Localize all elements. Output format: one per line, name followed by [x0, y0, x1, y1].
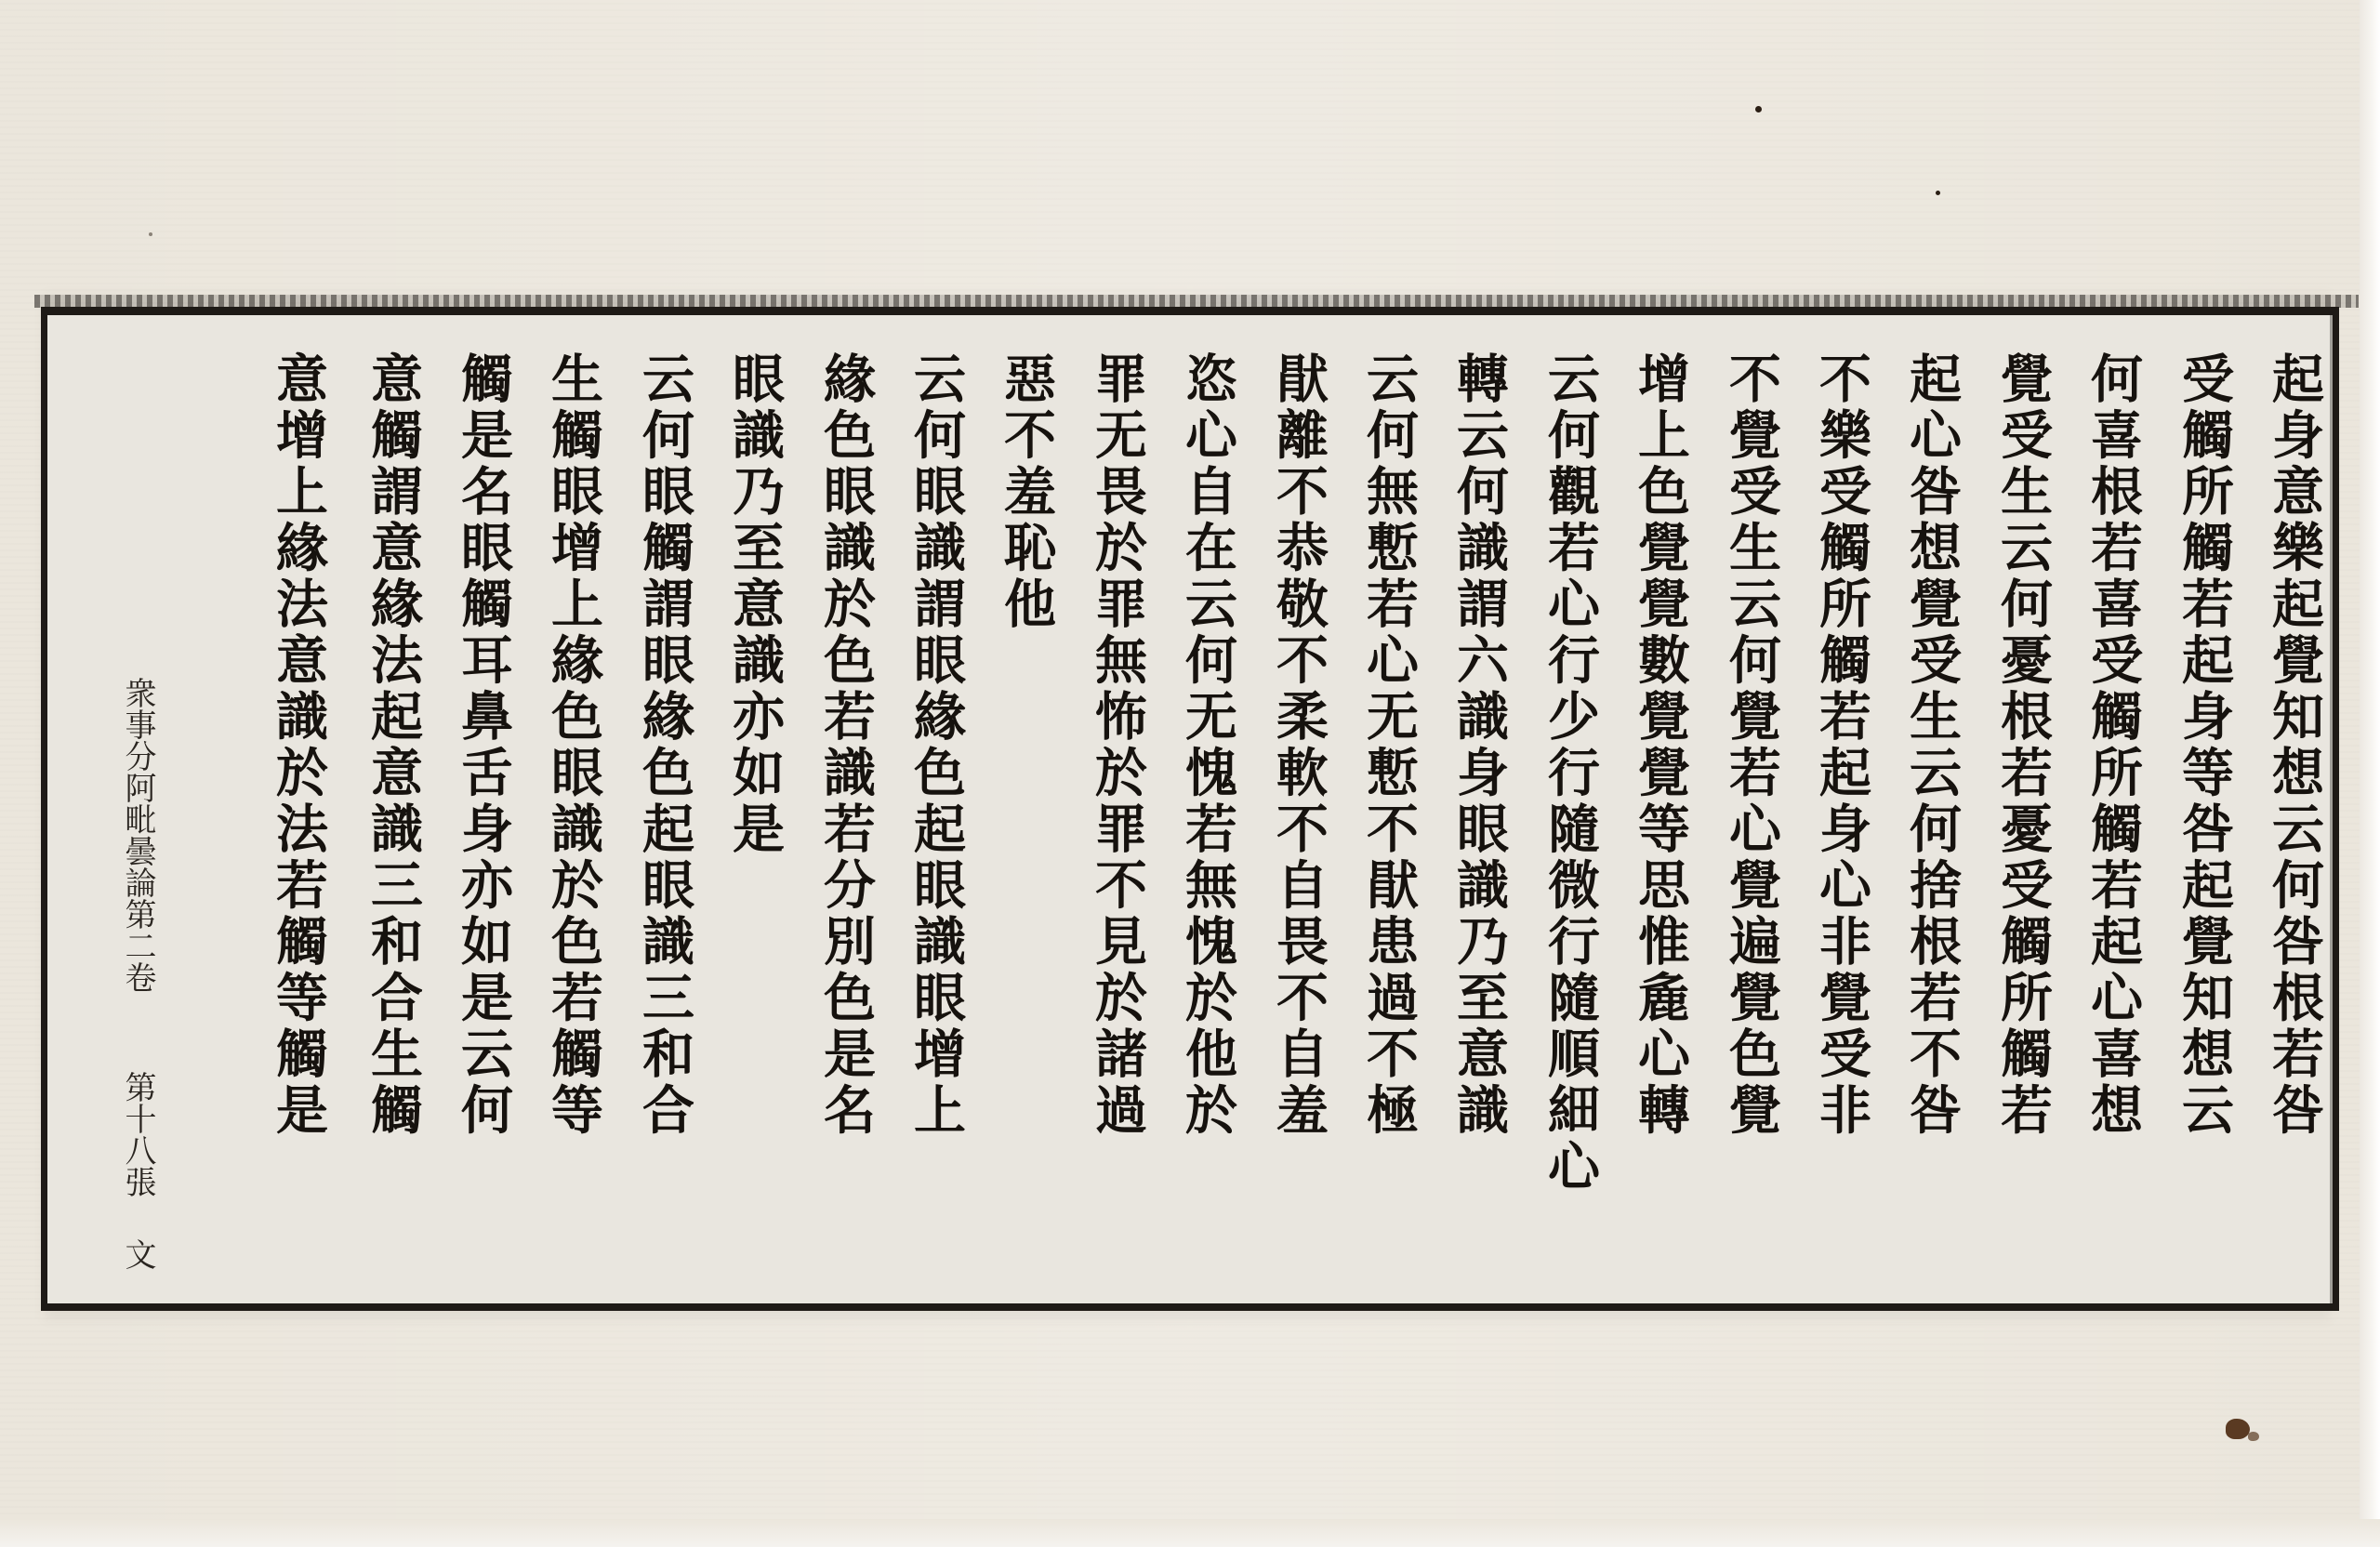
text-column-1: 起身意樂起覺知想云何咎根若咎: [2264, 351, 2325, 1139]
text-column-13: 恣心自在云何无愧若無愧於他於: [1177, 351, 1238, 1139]
text-column-20: 生觸眼增上緣色眼識於色若觸等: [543, 351, 604, 1139]
marginal-carver-mark: 文: [119, 1238, 156, 1270]
text-column-22: 意觸謂意緣法起意識三和合生觸: [363, 351, 424, 1139]
text-column-4: 覺受生云何憂根若憂受觸所觸若: [1992, 351, 2054, 1139]
text-column-15: 惡不羞恥他: [996, 351, 1057, 633]
text-column-16: 云何眼識謂眼緣色起眼識眼增上: [906, 351, 967, 1139]
text-column-23: 意增上緣法意識於法若觸等觸是: [268, 351, 329, 1139]
text-column-6: 不樂受觸所觸若起身心非覺受非: [1811, 351, 1872, 1139]
text-column-12: 猒離不恭敬不柔軟不自畏不自羞: [1268, 351, 1329, 1139]
text-column-18: 眼識乃至意識亦如是: [724, 351, 786, 858]
text-column-19: 云何眼觸謂眼緣色起眼識三和合: [634, 351, 695, 1139]
marginal-sheet-number: 第十八張: [119, 1071, 156, 1197]
text-column-17: 緣色眼識於色若識若分別色是名: [815, 351, 877, 1139]
marginal-note: [119, 677, 156, 1290]
text-column-7: 不覺受生云何覺若心覺遍覺色覺: [1721, 351, 1782, 1139]
text-column-14: 罪无畏於罪無怖於罪不見於諸過: [1087, 351, 1148, 1139]
text-column-11: 云何無慙若心无慙不猒患過不極: [1358, 351, 1420, 1139]
text-column-8: 增上色覺覺數覺覺等思惟麁心轉: [1630, 351, 1691, 1139]
text-column-3: 何喜根若喜受觸所觸若起心喜想: [2082, 351, 2144, 1139]
text-column-9: 云何觀若心行少行隨微行隨順細心: [1540, 351, 1601, 1196]
marginal-title: 衆事分阿毗曇論第二卷: [119, 677, 156, 993]
text-column-5: 起心咎想覺受生云何捨根若不咎: [1901, 351, 1963, 1139]
text-column-2: 受觸所觸若起身等咎起覺知想云: [2174, 351, 2235, 1139]
text-column-21: 觸是名眼觸耳鼻舌身亦如是云何: [453, 351, 514, 1139]
text-column-10: 轉云何識謂六識身眼識乃至意識: [1448, 351, 1510, 1139]
